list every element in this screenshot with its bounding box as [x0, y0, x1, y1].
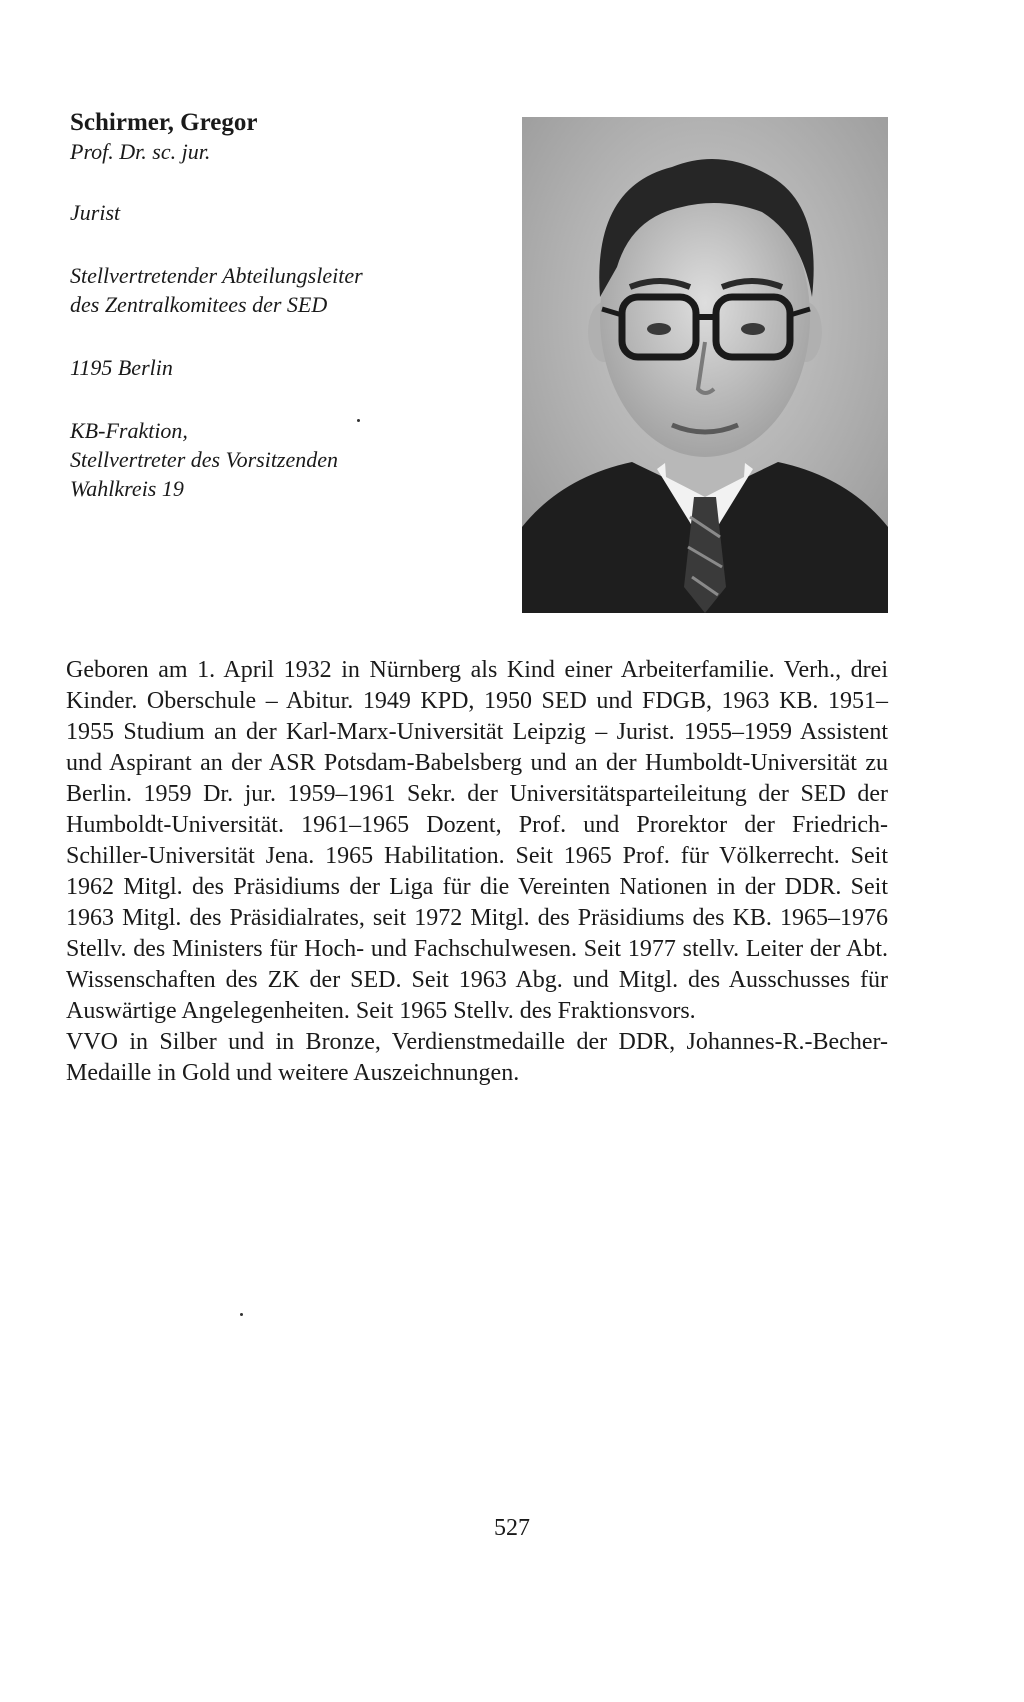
faction-line-1: KB-Fraktion, [70, 418, 188, 443]
biography [66, 655, 888, 1089]
portrait-photo-icon [522, 117, 888, 613]
biography-paragraph-1: Geboren am 1. April 1932 in Nürnberg als Kind einer Arbeiterfamilie. Verh., drei Kinder. Oberschule – Abitur. 1949 KPD, 1950 SED und FDGB, 1963 KB. 1951–1955 Studium an der Karl-Marx-Universität Leipzig – Jurist. 1955–1959 Assistent und Aspirant an der ASR Potsdam-Babelsberg und an der Humboldt-Universität zu Berlin. 1959 Dr. jur. 1959–1961 Sekr. der Universitätsparteileitung der SED der Humboldt-Universität. 1961–1965 Dozent, Prof. und Prorektor der Friedrich-Schiller-Universität Jena. 1965 Habilitation. Seit 1965 Prof. für Völkerrecht. Seit 1962 Mitgl. des Präsidiums der Liga für die Vereinten Nationen in der DDR. Seit 1963 Mitgl. des Präsidialrates, seit 1972 Mitgl. des Präsidiums des KB. 1965–1976 Stellv. des Ministers für Hoch- und Fachschulwesen. Seit 1977 stellv. Leiter der Abt. Wissenschaften des ZK der SED. Seit 1963 Abg. und Mitgl. des Ausschusses für Auswärtige Angelegenheiten. Seit 1965 Stellv. des Fraktionsvors. [66, 657, 888, 1024]
print-speck [240, 1313, 243, 1316]
profession: Jurist [70, 200, 121, 225]
faction-line-2: Stellvertreter des Vorsitzenden [70, 447, 339, 472]
page-number: 527 [494, 1515, 530, 1541]
biography-paragraph-2: VVO in Silber und in Bronze, Verdienstmedaille der DDR, Johannes-R.-Becher-Medaille in Gold und weitere Auszeichnungen. [66, 1029, 888, 1086]
academic-title: Prof. Dr. sc. jur. [70, 139, 211, 164]
location: 1195 Berlin [70, 355, 173, 380]
person-name: Schirmer, Gregor [70, 109, 258, 136]
position-line-2: des Zentralkomitees der SED [70, 292, 328, 317]
entry-header [70, 108, 490, 503]
constituency: Wahlkreis 19 [70, 476, 184, 501]
position-line-1: Stellvertretender Abteilungsleiter [70, 263, 363, 288]
print-speck [357, 419, 360, 422]
